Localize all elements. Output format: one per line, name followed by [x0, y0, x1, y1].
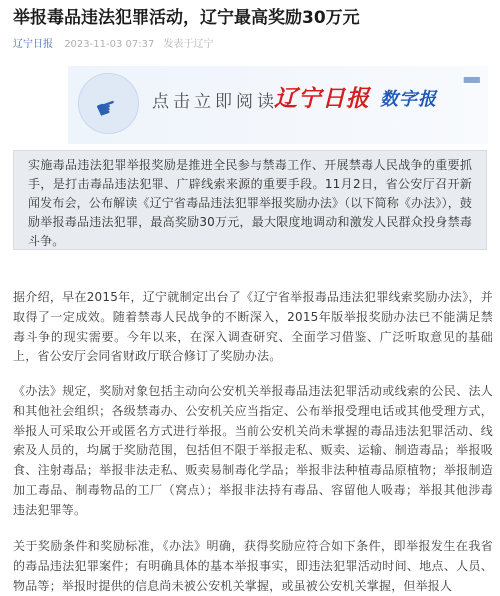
banner-digital-label: 数字报 — [380, 89, 437, 110]
digital-edition-banner[interactable] — [68, 66, 488, 144]
pointing-hand-icon: ☛ — [91, 91, 122, 125]
body-paragraph: 关于奖励条件和奖励标准，《办法》明确，获得奖励应符合如下条件，即举报发生在我省的毒品违法犯罪案件；有明确具体的基本举报事实，即违法犯罪活动时间、地点、人员、物品等；举报时提供的信息尚未被公安机关掌握，或虽被公安机关掌握，但举报人 — [13, 539, 493, 593]
article-summary-box — [13, 150, 487, 250]
banner-read-label: 点击立即阅读 — [152, 92, 278, 112]
article-meta — [13, 37, 214, 53]
decorative-dots-icon: ▪▪▪ — [462, 72, 478, 86]
publish-location: 发表于辽宁 — [163, 39, 214, 50]
publish-datetime: 2023-11-03 07:37 — [64, 39, 155, 50]
summary-text: 实施毒品违法犯罪举报奖励是推进全民参与禁毒工作、开展禁毒人民战争的重要抓手，是打击毒品违法犯罪、广辟线索来源的重要手段。11月2日，省公安厅召开新闻发布会，公布解读《辽宁省毒品违法犯罪举报奖励办法》（以下简称《办法》），鼓励举报毒品违法犯罪，最高奖励30万元，最大限度地调动和激发人民群众投身禁毒斗争。 — [28, 158, 472, 248]
body-paragraph: 据介绍，早在2015年，辽宁就制定出台了《辽宁省举报毒品违法犯罪线索奖励办法》，并取得了一定成效。随着禁毒人民战争的不断深入，2015年版举报奖励办法已不能满足禁毒斗争的现实需要。今年以来，在深入调查研究、全面学习借鉴、广泛听取意见的基础上，省公安厅会同省财政厅联合修订了奖励办法。 — [13, 290, 493, 364]
body-paragraph: 《办法》规定，奖励对象包括主动向公安机关举报毒品违法犯罪活动或线索的公民、法人和其他社会组织；各级禁毒办、公安机关应当指定、公布举报受理电话或其他受理方式，举报人可采取公开或匿名方式进行举报。当前公安机关尚未掌握的毒品违法犯罪活动、线索及人员的，均属于奖励范围，包括但不限于举报走私、贩卖、运输、制造毒品；举报吸食、注射毒品；举报非法走私、贩卖易制毒化学品；举报非法种植毒品原植物；举报制造加工毒品、制毒物品的工厂（窝点）；举报非法持有毒品、容留他人吸毒；举报其他涉毒违法犯罪等。 — [13, 384, 493, 517]
article-title: 举报毒品违法犯罪活动，辽宁最高奖励30万元 — [13, 8, 360, 28]
newspaper-logo: 辽宁日报 — [274, 85, 370, 112]
source-link[interactable]: 辽宁日报 — [13, 39, 53, 50]
